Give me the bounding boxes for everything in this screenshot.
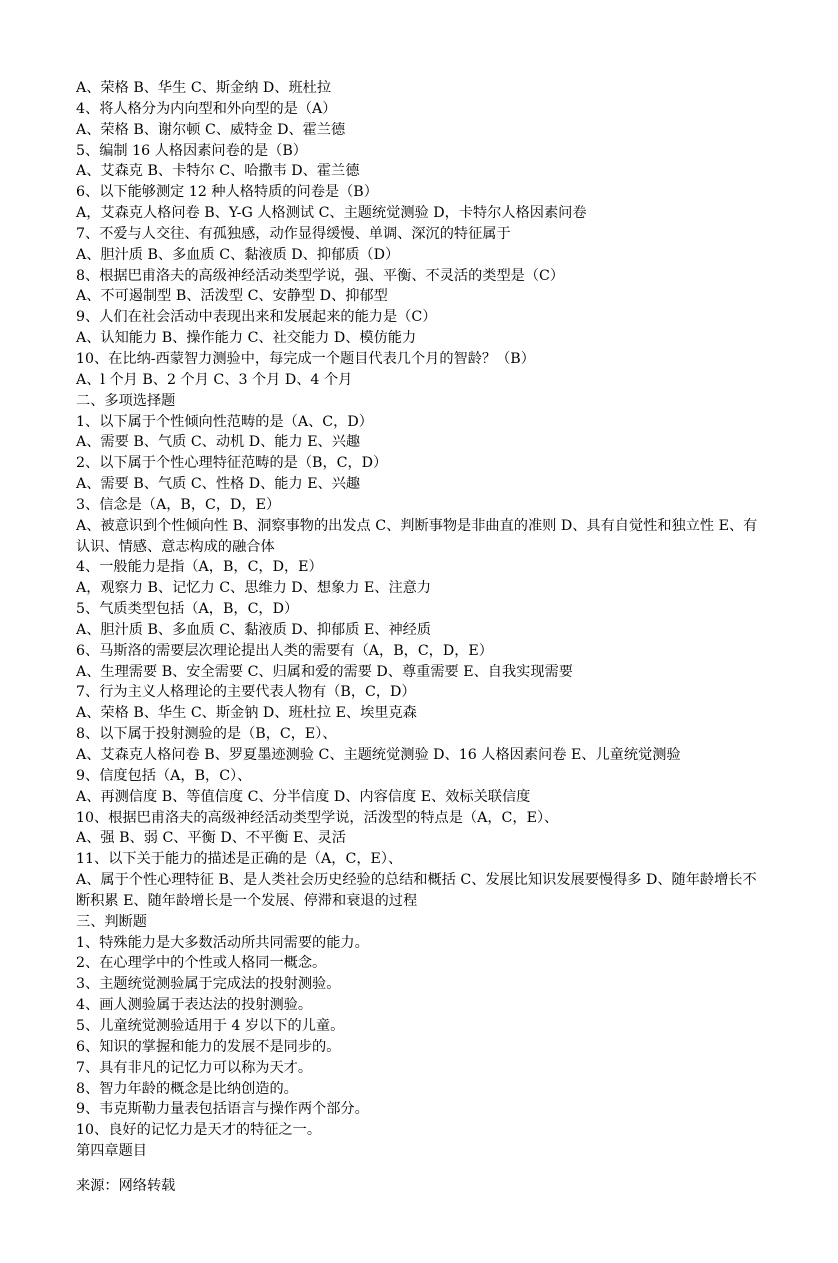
document-body — [76, 78, 766, 1197]
spacer — [76, 1162, 766, 1176]
text-line: A、被意识到个性倾向性 B、洞察事物的出发点 C、判断事物是非曲直的准则 D、具有自觉性和独立性 E、有认识、情感、意志构成的融合体 — [76, 517, 758, 555]
text-line: 3、主题统觉测验属于完成法的投射测验。 — [76, 976, 341, 993]
text-line: A、生理需要 B、安全需要 C、归属和爱的需要 D、尊重需要 E、自我实现需要 — [76, 663, 573, 680]
text-line: A、艾森克 B、卡特尔 C、哈撒韦 D、霍兰德 — [76, 163, 360, 180]
text-line: 2、以下属于个性心理特征范畴的是（B，C，D） — [76, 455, 388, 472]
text-line: 二、多项选择题 — [76, 392, 176, 409]
text-line: 10、根据巴甫洛夫的高级神经活动类型学说，活泼型的特点是（A，C，E）、 — [76, 809, 559, 826]
text-line: 11、以下关于能力的描述是正确的是（A，C，E）、 — [76, 851, 403, 868]
text-line: A、需要 B、气质 C、性格 D、能力 E、兴趣 — [76, 476, 361, 493]
text-line: 3、信念是（A，B，C，D，E） — [76, 496, 281, 513]
text-line: 1、以下属于个性倾向性范畴的是（A、C，D） — [76, 413, 373, 430]
text-line: A、认知能力 B、操作能力 C、社交能力 D、模仿能力 — [76, 330, 417, 347]
text-line: 9、韦克斯勒力量表包括语言与操作两个部分。 — [76, 1101, 369, 1118]
text-line: 1、特殊能力是大多数活动所共同需要的能力。 — [76, 934, 369, 951]
text-line: 6、马斯洛的需要层次理论提出人类的需要有（A，B，C，D，E） — [76, 642, 493, 659]
text-line: 9、人们在社会活动中表现出来和发展起来的能力是（C） — [76, 309, 437, 326]
text-line: A、再测信度 B、等值信度 C、分半信度 D、内容信度 E、效标关联信度 — [76, 788, 531, 805]
text-line: A、荣格 B、华生 C、斯金纳 D、班杜拉 — [76, 80, 332, 96]
text-line: 5、儿童统觉测验适用于 4 岁以下的儿童。 — [76, 1017, 345, 1034]
text-line: 6、以下能够测定 12 种人格特质的问卷是（B） — [76, 184, 378, 201]
text-line: 4、一般能力是指（A，B，C，D，E） — [76, 559, 323, 576]
text-line: 2、在心理学中的个性或人格同一概念。 — [76, 955, 327, 972]
text-line: 9、信度包括（A，B，C）、 — [76, 767, 252, 784]
text-line: A，观察力 B、记忆力 C、思维力 D、想象力 E、注意力 — [76, 580, 432, 597]
text-line: A、需要 B、气质 C、动机 D、能力 E、兴趣 — [76, 434, 361, 451]
text-line: 5、编制 16 人格因素问卷的是（B） — [76, 142, 307, 159]
text-line: A、胆汁质 B、多血质 C、黏液质 D、抑郁质（D） — [76, 246, 400, 263]
text-line: A、胆汁质 B、多血质 C、黏液质 D、抑郁质 E、神经质 — [76, 621, 432, 638]
text-line: A、不可遏制型 B、活泼型 C、安静型 D、抑郁型 — [76, 288, 388, 305]
text-line: 7、具有非凡的记忆力可以称为天才。 — [76, 1059, 313, 1076]
text-line: A、强 B、弱 C、平衡 D、不平衡 E、灵活 — [76, 830, 346, 847]
text-line: 10、良好的记忆力是天才的特征之一。 — [76, 1122, 322, 1139]
text-line: A、l 个月 B、2 个月 C、3 个月 D、4 个月 — [76, 371, 353, 388]
text-line: A、属于个性心理特征 B、是人类社会历史经验的总结和概括 C、发展比知识发展要慢得多 D、随年龄增长不断积累 E、随年龄增长是一个发展、停滞和衰退的过程 — [76, 872, 757, 909]
text-line: 三、判断题 — [76, 913, 147, 930]
text-line: 7、不爱与人交往、有孤独感，动作显得缓慢、单调、深沉的特征属于 — [76, 225, 511, 242]
text-line: 第四章题目 — [76, 1143, 147, 1160]
text-line: 8、智力年龄的概念是比纳创造的。 — [76, 1080, 298, 1097]
text-line: 8、根据巴甫洛夫的高级神经活动类型学说，强、平衡、不灵活的类型是（C） — [76, 267, 565, 284]
text-line: A、荣格 B、华生 C、斯金钠 D、班杜拉 E、埃里克森 — [76, 705, 417, 722]
text-line: 6、知识的掌握和能力的发展不是同步的。 — [76, 1038, 341, 1055]
text-line: 8、以下属于投射测验的是（B，C，E）、 — [76, 726, 337, 743]
text-line: 7、行为主义人格理论的主要代表人物有（B，C，D） — [76, 684, 416, 701]
text-line: 10、在比纳-西蒙智力测验中，每完成一个题目代表几个月的智龄？（B） — [76, 350, 535, 367]
text-line: 4、将人格分为内向型和外向型的是（A） — [76, 100, 337, 117]
text-line: A，艾森克人格问卷 B、Y-G 人格测试 C、主题统觉测验 D，卡特尔人格因素问卷 — [76, 205, 587, 222]
source-note: 来源：网络转载 — [76, 1177, 176, 1194]
text-line: 5、气质类型包括（A，B，C，D） — [76, 601, 299, 618]
text-line: A、艾森克人格问卷 B、罗夏墨迹测验 C、主题统觉测验 D、16 人格因素问卷 E、儿童统觉测验 — [76, 747, 681, 763]
text-line: A、荣格 B、谢尔顿 C、威特金 D、霍兰德 — [76, 121, 346, 138]
text-line: 4、画人测验属于表达法的投射测验。 — [76, 997, 313, 1014]
document-lines — [76, 78, 766, 1162]
